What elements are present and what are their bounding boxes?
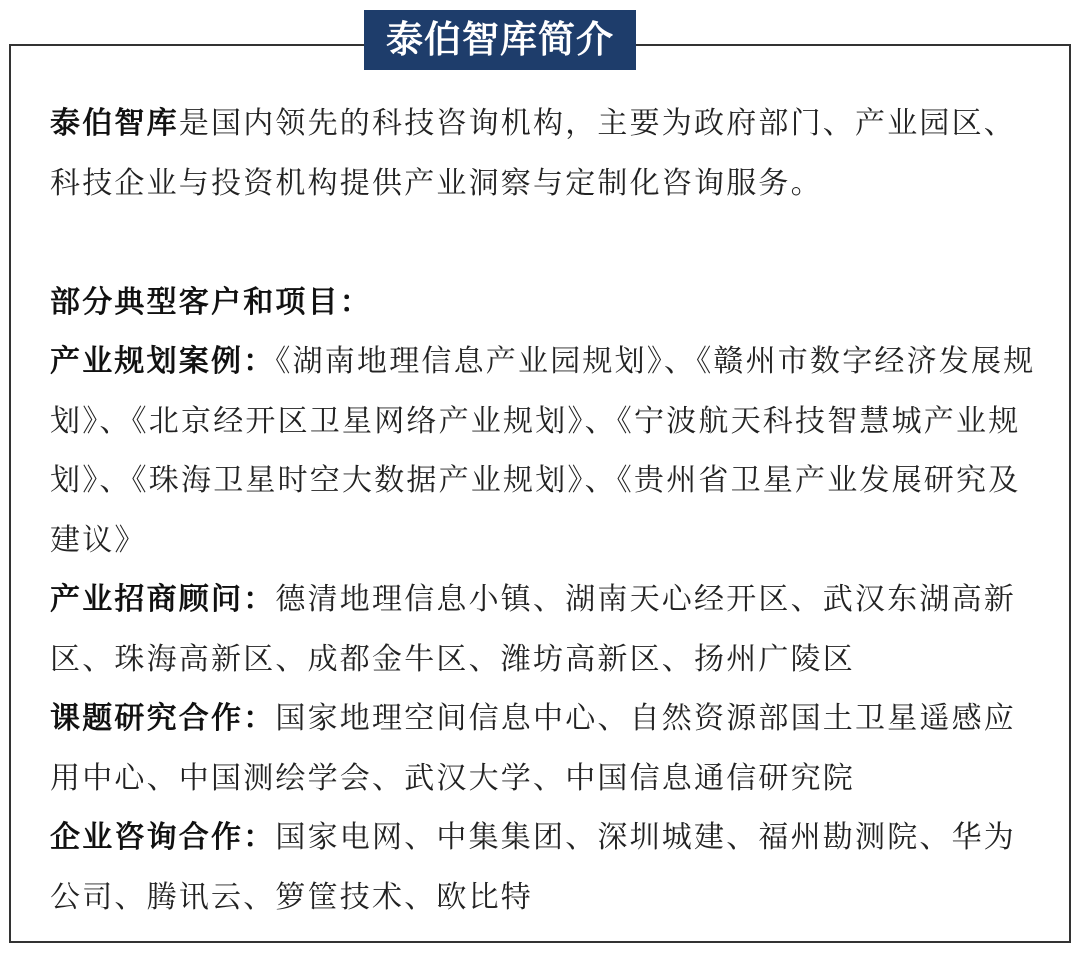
company-name: 泰伯智库 — [50, 106, 179, 141]
intro-paragraph — [50, 94, 1045, 213]
section-text: 国家地理空间信息中心、自然资源部国土卫星遥感应用中心、中国测绘学会、武汉大学、中国信息通信研究院 — [50, 701, 1017, 796]
section-text: 德清地理信息小镇、湖南天心经开区、武汉东湖高新区、珠海高新区、成都金牛区、潍坊高新区、扬州广陵区 — [50, 582, 1017, 677]
paragraph-spacer — [50, 213, 1045, 273]
section-investment — [50, 570, 1045, 689]
section-research — [50, 689, 1045, 808]
section-label: 产业规划案例： — [50, 344, 276, 379]
clients-heading: 部分典型客户和项目： — [50, 284, 372, 320]
section-enterprise — [50, 808, 1045, 927]
section-label: 企业咨询合作： — [50, 820, 276, 855]
section-label: 课题研究合作： — [50, 701, 276, 736]
section-text: 国家电网、中集集团、深圳城建、福州勘测院、华为公司、腾讯云、箩筐技术、欧比特 — [50, 820, 1017, 915]
card-body — [50, 94, 1045, 927]
section-label: 产业招商顾问： — [50, 582, 276, 617]
page-title: 泰伯智库简介 — [364, 10, 636, 70]
section-planning — [50, 332, 1045, 570]
section-text: 《湖南地理信息产业园规划》、《赣州市数字经济发展规划》、《北京经开区卫星网络产业规划》、《宁波航天科技智慧城产业规划》、《珠海卫星时空大数据产业规划》、《贵州省卫星产业发展研究及建议》 — [50, 344, 1036, 558]
intro-text: 是国内领先的科技咨询机构，主要为政府部门、产业园区、科技企业与投资机构提供产业洞察与定制化咨询服务。 — [50, 106, 1017, 201]
